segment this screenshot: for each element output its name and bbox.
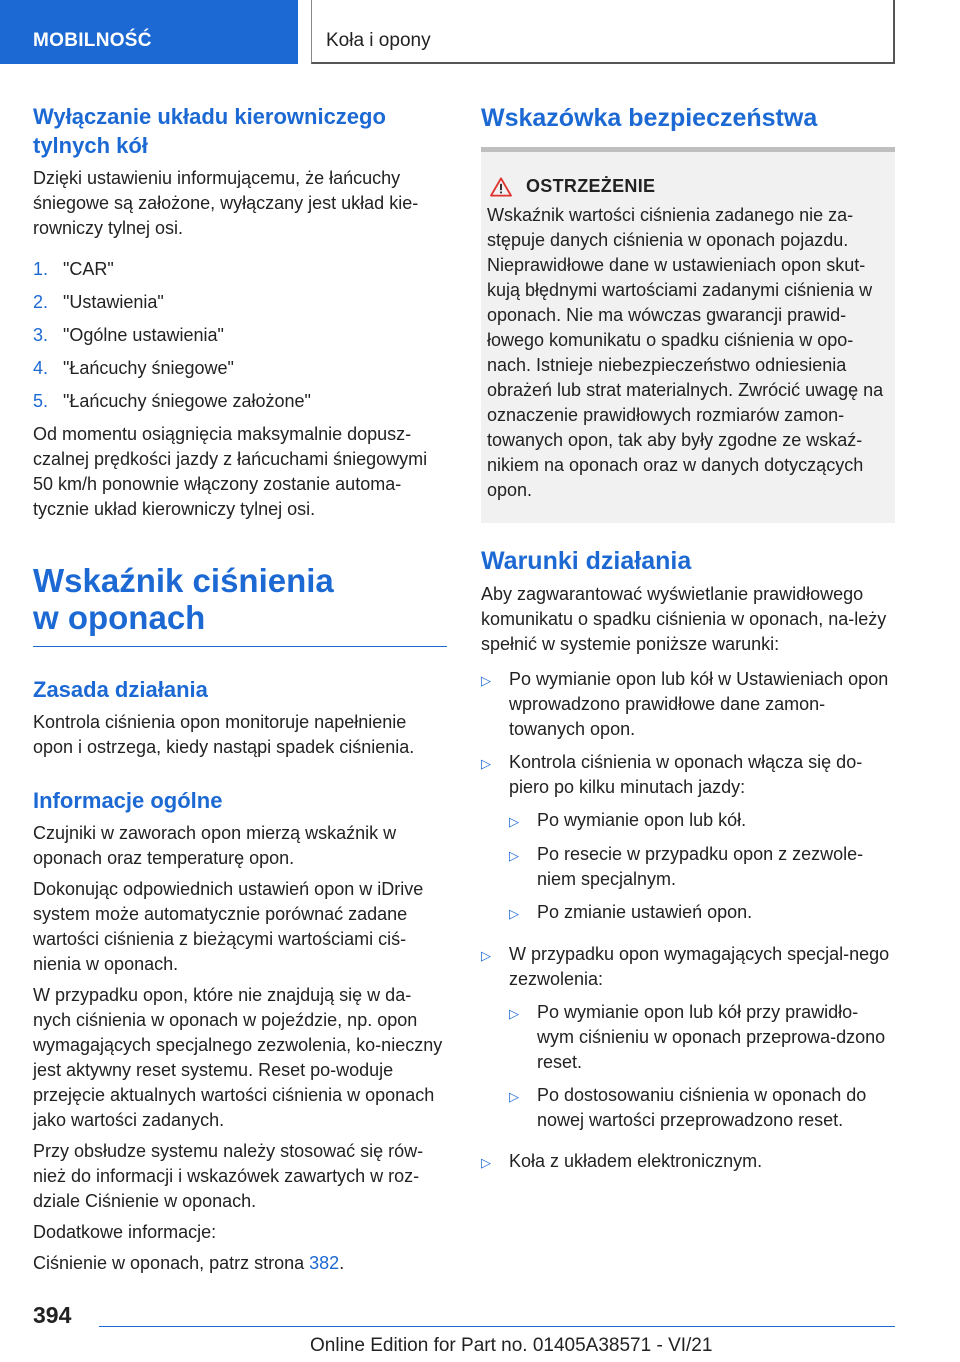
warning-triangle-icon bbox=[490, 177, 512, 197]
nested-list bbox=[509, 1000, 895, 1133]
paragraph-conditions-intro: Aby zagwarantować wyświetlanie prawidłowego komunikatu o spadku ciśnienia w oponach, na-leży spełnić w systemie poniższe warunki: bbox=[481, 584, 887, 654]
list-item: 1. "CAR" bbox=[33, 259, 114, 279]
nested-list bbox=[509, 808, 895, 926]
triangle-bullet-icon: ▷ bbox=[509, 906, 519, 921]
edition-note: Online Edition for Part no. 01405A38571 - VI/21 bbox=[310, 1335, 713, 1356]
title-divider bbox=[33, 646, 447, 647]
warning-label: OSTRZEŻENIE bbox=[526, 176, 656, 196]
paragraph-cross-reference: Ciśnienie w oponach, patrz strona 382. bbox=[33, 1253, 345, 1273]
section-title-safety: Wskazówka bezpieczeństwa bbox=[481, 104, 818, 132]
paragraph-general-2: Dokonując odpowiednich ustawień opon w iDrive system może automatycznie porównać zadane wartości ciśnienia z bieżącymi wartościami ciś-nienia w oponach. bbox=[33, 879, 424, 974]
left-column bbox=[33, 102, 447, 1282]
list-item: 4. "Łańcuchy śniegowe" bbox=[33, 358, 234, 378]
section-title-conditions: Warunki działania bbox=[481, 547, 692, 575]
triangle-bullet-icon: ▷ bbox=[481, 1155, 491, 1170]
steps-list bbox=[33, 257, 447, 414]
warning-header bbox=[487, 176, 887, 197]
triangle-bullet-icon: ▷ bbox=[481, 756, 491, 771]
triangle-bullet-icon: ▷ bbox=[509, 848, 519, 863]
list-item: ▷ Po wymianie opon lub kół przy prawidło-wym ciśnieniu w oponach przeprowa-dzono reset. bbox=[509, 1000, 895, 1075]
list-item: 2. "Ustawienia" bbox=[33, 292, 164, 312]
conditions-list bbox=[481, 667, 895, 1175]
triangle-bullet-icon: ▷ bbox=[509, 814, 519, 829]
section-title-general: Informacje ogólne bbox=[33, 788, 223, 813]
list-item: 3. "Ogólne ustawienia" bbox=[33, 325, 224, 345]
paragraph-general-3: W przypadku opon, które nie znajdują się w da-nych ciśnienia w oponach w pojeździe, np. opon wymagających specjalnego zezwolenia, ko-nieczny jest aktywny reset systemu. Reset po-woduje przejęcie aktualnych wartości ciśnienia w oponach jako wartości zadanych. bbox=[33, 985, 443, 1130]
list-item: ▷ Po zmianie ustawień opon. bbox=[509, 900, 895, 926]
list-item: ▷ Kontrola ciśnienia w oponach włącza się do-piero po kilku minutach jazdy: ▷ Po wymianie opon lub kół. ▷ Po resecie w przypadku opon z zezwole-niem specjalnym. ▷ Po zmianie ustawień opon. bbox=[481, 750, 895, 934]
list-item: ▷ Po dostosowaniu ciśnienia w oponach do nowej wartości przeprowadzono reset. bbox=[509, 1083, 895, 1133]
triangle-bullet-icon: ▷ bbox=[509, 1006, 519, 1021]
page-link[interactable]: 382 bbox=[309, 1253, 340, 1273]
paragraph-intro: Dzięki ustawieniu informującemu, że łańcuchy śniegowe są założone, wyłączany jest układ kie-rowniczy tylnej osi. bbox=[33, 168, 419, 238]
paragraph-general-4: Przy obsłudze systemu należy stosować się rów-nież do informacji i wskazówek zawartych w roz-dziale Ciśnienie w oponach. bbox=[33, 1141, 424, 1211]
section-title-rear-steering: Wyłączanie układu kierowniczego tylnych kół bbox=[33, 104, 386, 158]
chapter-title-line2: w oponach bbox=[33, 599, 206, 636]
right-column bbox=[481, 102, 895, 1183]
section-title-principle: Zasada działania bbox=[33, 677, 208, 702]
list-item: 5. "Łańcuchy śniegowe założone" bbox=[33, 391, 311, 411]
chapter-tab: Koła i opony bbox=[311, 0, 895, 64]
triangle-bullet-icon: ▷ bbox=[509, 1089, 519, 1104]
page-number: 394 bbox=[33, 1302, 72, 1328]
list-item: ▷ Po wymianie opon lub kół w Ustawieniach opon wprowadzono prawidłowe dane zamon-towanych opon. bbox=[481, 667, 895, 742]
triangle-bullet-icon: ▷ bbox=[481, 948, 491, 963]
list-item: ▷ W przypadku opon wymagających specjal-nego zezwolenia: ▷ Po wymianie opon lub kół przy prawidło-wym ciśnieniu w oponach przeprowa-dzono reset. ▷ Po dostosowaniu ciśnienia w oponach do nowej wartości przeprowadzono reset. bbox=[481, 942, 895, 1141]
paragraph-principle: Kontrola ciśnienia opon monitoruje napełnienie opon i ostrzega, kiedy nastąpi spadek ciśnienia. bbox=[33, 712, 415, 757]
warning-box bbox=[481, 152, 895, 523]
section-tab: MOBILNOŚĆ bbox=[0, 0, 298, 64]
chapter-title-line1: Wskaźnik ciśnienia bbox=[33, 562, 334, 599]
footer-divider bbox=[99, 1326, 895, 1327]
paragraph-after-steps: Od momentu osiągnięcia maksymalnie dopusz-czalnej prędkości jazdy z łańcuchami śniegowymi 50 km/h ponownie włączony zostanie automa-tycznie układ kierowniczy tylnej osi. bbox=[33, 424, 428, 519]
list-item: ▷ Po wymianie opon lub kół. bbox=[509, 808, 895, 834]
triangle-bullet-icon: ▷ bbox=[481, 673, 491, 688]
list-item: ▷ Po resecie w przypadku opon z zezwole-niem specjalnym. bbox=[509, 842, 895, 892]
warning-text: Wskaźnik wartości ciśnienia zadanego nie za-stępuje danych ciśnienia w oponach pojazdu. Nieprawidłowe dane w ustawieniach opon skut-kują błędnymi wartościami zadanymi ciśnienia w oponach. Nie ma wówczas gwarancji prawid-łowego komunikatu o spadku ciśnienia w opo-nach. Istnieje niebezpieczeństwo odniesienia obrażeń lub strat materialnych. Zwrócić uwagę na oznaczenie prawidłowych rozmiarów zamon-towanych opon, tak aby były zgodne ze wskaź-nikiem na oponach oraz w danych dotyczących opon. bbox=[487, 205, 884, 500]
paragraph-general-1: Czujniki w zaworach opon mierzą wskaźnik w oponach oraz temperaturę opon. bbox=[33, 823, 397, 868]
list-item: ▷ Koła z układem elektronicznym. bbox=[481, 1149, 895, 1175]
page-header bbox=[0, 0, 960, 64]
paragraph-general-5: Dodatkowe informacje: bbox=[33, 1222, 217, 1242]
